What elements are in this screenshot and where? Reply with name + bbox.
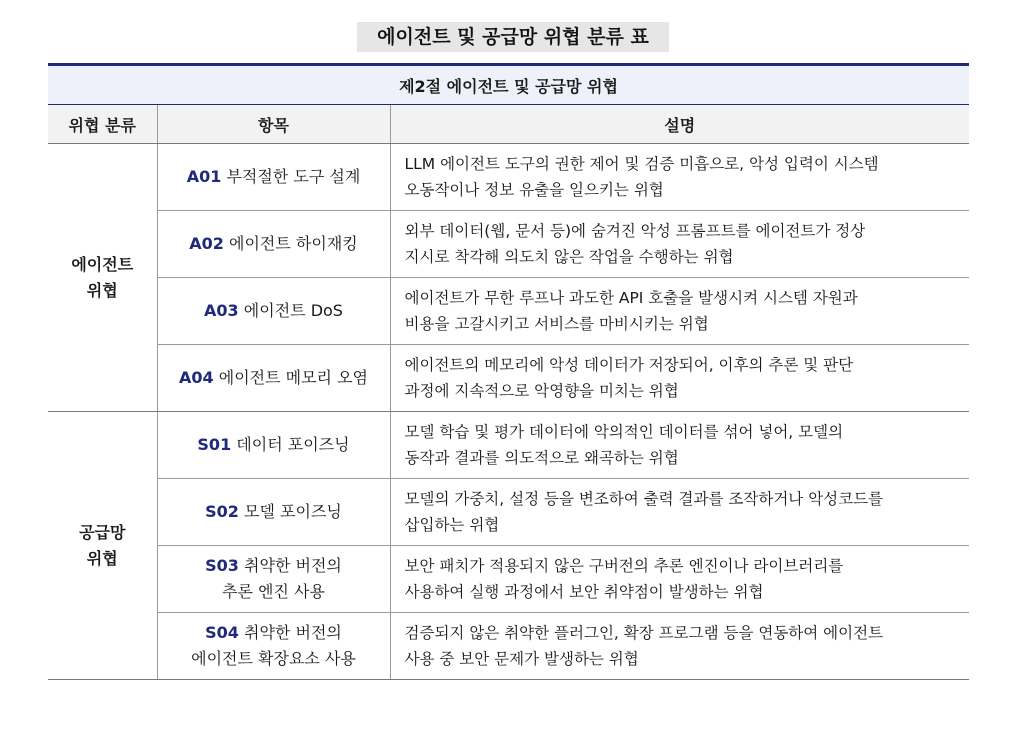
item-code: A04 bbox=[178, 368, 214, 387]
item-code: A03 bbox=[204, 301, 239, 320]
table-row bbox=[48, 345, 969, 412]
description-line: 에이전트의 메모리에 악성 데이터가 저장되어, 이후의 추론 및 판단 bbox=[404, 356, 854, 374]
item-name: 데이터 포이즈닝 bbox=[236, 435, 350, 454]
table-row bbox=[48, 144, 969, 211]
item-name: 취약한 버전의 bbox=[244, 556, 342, 575]
description-line: 동작과 결과를 의도적으로 왜곡하는 위협 bbox=[404, 449, 679, 467]
item-cell bbox=[157, 546, 390, 613]
description-line: 검증되지 않은 취약한 플러그인, 확장 프로그램 등을 연동하여 에이전트 bbox=[404, 624, 884, 642]
item-code: S04 bbox=[205, 623, 239, 642]
item-code: A02 bbox=[189, 234, 224, 253]
category-cell-agent bbox=[48, 144, 157, 412]
item-name: 추론 엔진 사용 bbox=[222, 582, 325, 601]
description-line: LLM 에이전트 도구의 권한 제어 및 검증 미흡으로, 악성 입력이 시스템 bbox=[404, 155, 879, 173]
item-name: 에이전트 DoS bbox=[243, 301, 343, 320]
table-row bbox=[48, 412, 969, 479]
description-line: 지시로 착각해 의도치 않은 작업을 수행하는 위협 bbox=[404, 248, 734, 266]
section-heading-row bbox=[48, 65, 969, 105]
item-cell bbox=[157, 345, 390, 412]
description-line: 삽입하는 위협 bbox=[404, 516, 500, 534]
description-cell bbox=[390, 144, 969, 211]
item-name: 부적절한 도구 설계 bbox=[226, 167, 361, 186]
table-row bbox=[48, 211, 969, 278]
description-line: 과정에 지속적으로 악영향을 미치는 위협 bbox=[404, 382, 679, 400]
description-cell bbox=[390, 613, 969, 680]
item-code: S02 bbox=[205, 502, 239, 521]
table-row bbox=[48, 278, 969, 345]
description-line: 비용을 고갈시키고 서비스를 마비시키는 위협 bbox=[404, 315, 709, 333]
item-cell bbox=[157, 479, 390, 546]
category-label: 위협 bbox=[86, 548, 118, 568]
description-line: 오동작이나 정보 유출을 일으키는 위협 bbox=[404, 181, 664, 199]
item-cell bbox=[157, 278, 390, 345]
category-cell-supply-chain bbox=[48, 412, 157, 680]
description-cell bbox=[390, 211, 969, 278]
item-name: 취약한 버전의 bbox=[244, 623, 342, 642]
description-line: 사용 중 보안 문제가 발생하는 위협 bbox=[404, 650, 639, 668]
description-line: 사용하여 실행 과정에서 보안 취약점이 발생하는 위협 bbox=[404, 583, 764, 601]
page-title: 에이전트 및 공급망 위협 분류 표 bbox=[357, 22, 669, 52]
table-row bbox=[48, 613, 969, 680]
column-header-category: 위협 분류 bbox=[48, 105, 157, 144]
description-cell bbox=[390, 278, 969, 345]
item-name: 모델 포이즈닝 bbox=[244, 502, 342, 521]
description-line: 보안 패치가 적용되지 않은 구버전의 추론 엔진이나 라이브러리를 bbox=[404, 557, 844, 575]
table-row bbox=[48, 479, 969, 546]
description-line: 모델의 가중치, 설정 등을 변조하여 출력 결과를 조작하거나 악성코드를 bbox=[404, 490, 884, 508]
description-line: 외부 데이터(웹, 문서 등)에 숨겨진 악성 프롬프트를 에이전트가 정상 bbox=[404, 222, 866, 240]
description-line: 에이전트가 무한 루프나 과도한 API 호출을 발생시켜 시스템 자원과 bbox=[404, 289, 858, 307]
column-header-row bbox=[48, 105, 969, 144]
item-code: A01 bbox=[186, 167, 222, 186]
column-header-item: 항목 bbox=[157, 105, 390, 144]
description-cell bbox=[390, 345, 969, 412]
table-row bbox=[48, 546, 969, 613]
item-cell bbox=[157, 211, 390, 278]
category-label: 위협 bbox=[86, 280, 118, 300]
item-cell bbox=[157, 144, 390, 211]
description-cell bbox=[390, 546, 969, 613]
description-cell bbox=[390, 479, 969, 546]
category-label: 에이전트 bbox=[71, 254, 134, 274]
item-code: S03 bbox=[205, 556, 239, 575]
item-cell bbox=[157, 412, 390, 479]
category-label: 공급망 bbox=[79, 522, 126, 542]
item-name: 에이전트 하이재킹 bbox=[229, 234, 358, 253]
item-name: 에이전트 메모리 오염 bbox=[218, 368, 369, 387]
description-line: 모델 학습 및 평가 데이터에 악의적인 데이터를 섞어 넣어, 모델의 bbox=[404, 423, 844, 441]
description-cell bbox=[390, 412, 969, 479]
section-heading: 제2절 에이전트 및 공급망 위협 bbox=[48, 65, 969, 105]
threat-classification-table bbox=[48, 63, 969, 680]
item-name: 에이전트 확장요소 사용 bbox=[191, 649, 356, 668]
column-header-description: 설명 bbox=[390, 105, 969, 144]
item-code: S01 bbox=[197, 435, 232, 454]
item-cell bbox=[157, 613, 390, 680]
